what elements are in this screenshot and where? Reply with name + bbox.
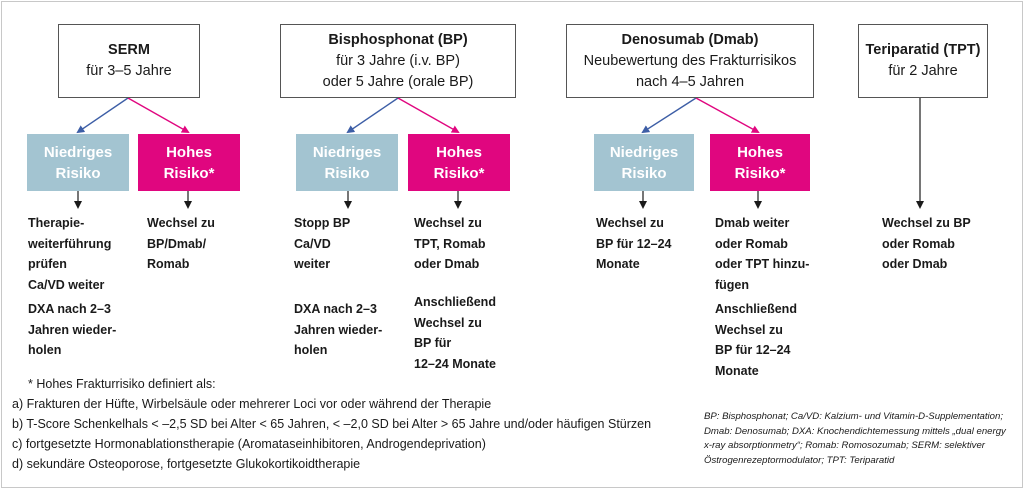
abbreviation-legend: BP: Bisphosphonat; Ca/VD: Kalzium- und Vitamin-D-Supplementation; Dmab: Denosumab; DXA: Knochendichtemessung mittels „dual energy x-ray absorptionmetry“; Romab: Romosozumab; SERM: selektiver Östrogenrezeptormodulator; TPT: Teriparatid: [704, 411, 1006, 466]
dmab-low-label-2: Risiko: [621, 164, 667, 182]
diagram: [1, 1, 1023, 488]
serm-duration: für 3–5 Jahre: [86, 63, 172, 79]
definition-item-b: b) T-Score Schenkelhals < –2,5 SD bei Alter < 65 Jahren, < –2,0 SD bei Alter > 65 Jahre und/oder häufigen Stürzen: [12, 417, 652, 431]
arrow-serm-low: [78, 98, 128, 132]
bp-low-label-2: Risiko: [324, 164, 370, 182]
arrow-serm-high: [128, 98, 188, 132]
serm-high-label-2: Risiko*: [163, 164, 215, 182]
dmab-box: [566, 24, 814, 98]
tpt-title: Teriparatid (TPT): [865, 42, 981, 58]
bp-box: [280, 24, 516, 98]
tpt-action: Wechsel zu BP oder Romab oder Dmab: [882, 216, 971, 271]
bp-duration-1: für 3 Jahre (i.v. BP): [336, 52, 460, 69]
dmab-high-label-2: Risiko*: [734, 164, 786, 182]
serm-high-label-1: Hohes: [166, 143, 212, 161]
definition-heading: * Hohes Frakturrisiko definiert als:: [28, 377, 216, 391]
serm-box: [58, 24, 200, 98]
bp-low-action: Stopp BP Ca/VD weiter: [294, 216, 351, 271]
bp-high-label-2: Risiko*: [433, 164, 485, 182]
definition-item-c: c) fortgesetzte Hormonablationstherapie (Aromataseinhibitoren, Androgendeprivation): [12, 437, 486, 451]
serm-low-label-2: Risiko: [55, 164, 101, 182]
dmab-low-action: Wechsel zu BP für 12–24 Monate: [596, 216, 672, 271]
bp-low-label-1: Niedriges: [312, 143, 382, 161]
bp-title: Bisphosphonat (BP): [328, 31, 468, 48]
serm-high-risk-box: [138, 134, 240, 191]
serm-high-action: Wechsel zu BP/Dmab/ Romab: [147, 216, 215, 271]
dmab-low-risk-box: [594, 134, 694, 191]
serm-low-action: Therapie- weiterführung prüfen Ca/VD weiter: [28, 216, 112, 292]
arrow-bp-low: [348, 98, 398, 132]
dmab-high-followup: Anschließend Wechsel zu BP für 12–24 Monate: [715, 302, 797, 378]
serm-low-risk-box: [27, 134, 129, 191]
bp-duration-2: oder 5 Jahre (orale BP): [322, 73, 474, 90]
arrow-dmab-high: [696, 98, 758, 132]
bp-low-dxa: DXA nach 2–3 Jahren wieder- holen: [294, 302, 383, 357]
dmab-high-label-1: Hohes: [737, 143, 783, 161]
definition-item-d: d) sekundäre Osteoporose, fortgesetzte Glukokortikoidtherapie: [12, 457, 361, 471]
dmab-low-label-1: Niedriges: [609, 143, 679, 161]
bp-high-label-1: Hohes: [436, 143, 482, 161]
tpt-duration: für 2 Jahre: [888, 63, 958, 79]
bp-low-risk-box: [296, 134, 398, 191]
bp-high-risk-box: [408, 134, 510, 191]
dmab-reassess-2: nach 4–5 Jahren: [635, 73, 745, 90]
serm-low-label-1: Niedriges: [43, 143, 113, 161]
dmab-high-risk-box: [710, 134, 810, 191]
serm-title: SERM: [108, 42, 150, 58]
arrow-bp-high: [398, 98, 458, 132]
serm-low-dxa: DXA nach 2–3 Jahren wieder- holen: [28, 302, 117, 357]
bp-high-action: Wechsel zu TPT, Romab oder Dmab: [414, 216, 486, 271]
bp-high-followup: Anschließend Wechsel zu BP für 12–24 Monate: [414, 295, 496, 371]
arrow-dmab-low: [643, 98, 696, 132]
tpt-box: [858, 24, 988, 98]
definition-item-a: a) Frakturen der Hüfte, Wirbelsäule oder mehrerer Loci vor oder während der Therapie: [12, 397, 492, 411]
dmab-title: Denosumab (Dmab): [621, 31, 759, 48]
dmab-reassess-1: Neubewertung des Frakturrisikos: [583, 52, 797, 69]
dmab-high-action: Dmab weiter oder Romab oder TPT hinzu- fügen: [715, 216, 810, 292]
